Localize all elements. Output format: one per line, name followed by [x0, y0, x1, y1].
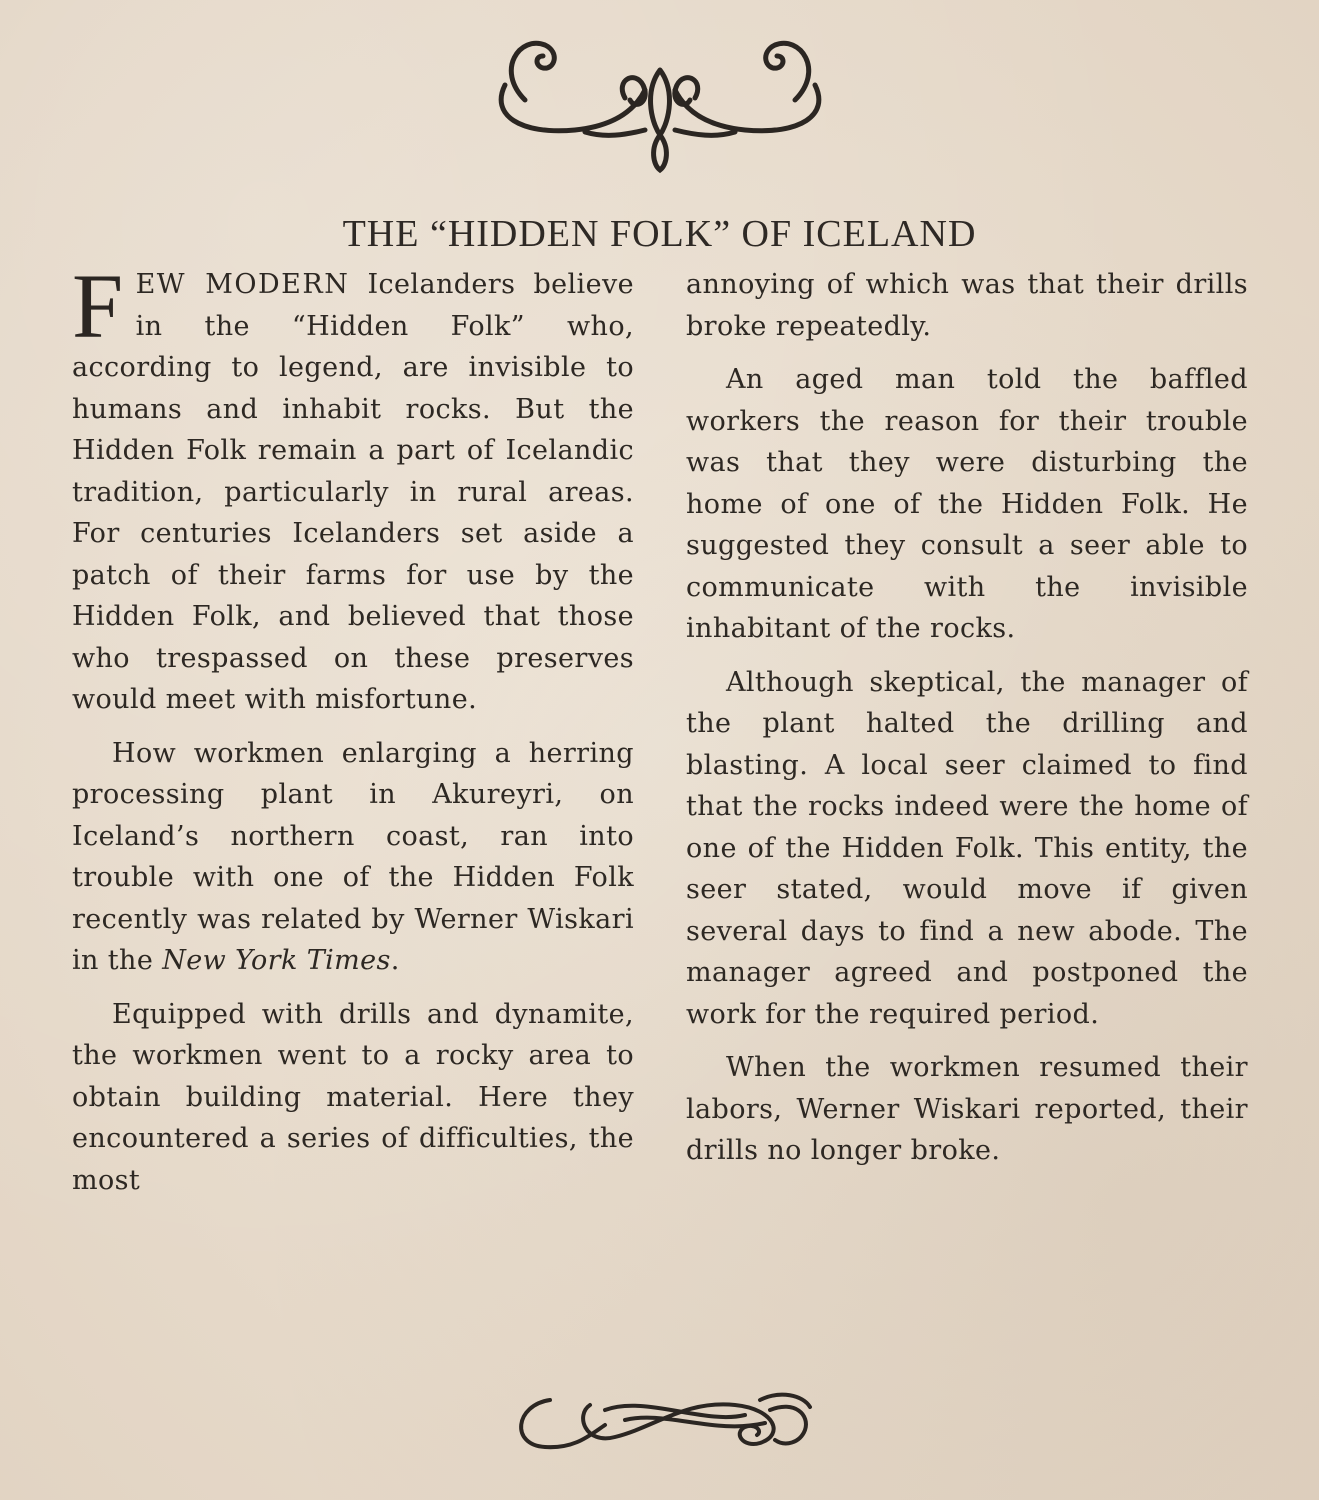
right-column	[686, 264, 1248, 1184]
drop-cap: F	[72, 255, 124, 357]
scroll-flourish-ornament-top	[485, 30, 835, 180]
paragraph-1	[72, 255, 635, 721]
paragraph-2-text: How workmen enlarging a herring processing plant in Akureyri, on Iceland’s northern coast, ran into trouble with one of the Hidden Folk recently was related by Werner Wiskari in the	[72, 737, 634, 976]
left-column	[72, 255, 635, 1213]
paragraph-3: Equipped with drills and dynamite, the workmen went to a rocky area to obtain building material. Here they encountered a series of difficulties, the most	[72, 998, 634, 1196]
paragraph-2-end: .	[390, 945, 400, 976]
paragraph-1-text: Icelanders believe in the “Hidden Folk” who, according to legend, are invisible to humans and inhabit rocks. But the Hidden Folk remain a part of Icelandic tradition, particularly in rural areas. For centuries Icelanders set aside a patch of their farms for use by the Hidden Folk, and believed that those who trespassed on these preserves would meet with misfortune.	[72, 269, 635, 715]
lead-in-caps: EW MODERN	[135, 269, 350, 300]
article-title: THE “HIDDEN FOLK” OF ICELAND	[342, 213, 977, 255]
newspaper-source: New York Times	[162, 945, 391, 976]
paragraph-4: An aged man told the baffled workers the reason for their trouble was that they were disturbing the home of one of the Hidden Folk. He suggested they consult a seer able to communicate with the invisible inhabitant of the rocks.	[686, 364, 1248, 644]
swirl-flourish-ornament-bottom	[505, 1375, 825, 1465]
paragraph-6: When the workmen resumed their labors, Werner Wiskari reported, their drills no longer broke.	[686, 1052, 1248, 1166]
paragraph-2	[72, 733, 634, 982]
paragraph-5: Although skeptical, the manager of the plant halted the drilling and blasting. A local seer claimed to find that the rocks indeed were the home of one of the Hidden Folk. This entity, the seer stated, would move if given several days to find a new abode. The manager agreed and postponed the work for the required period.	[686, 666, 1248, 1030]
paragraph-3-continued: annoying of which was that their drills broke repeatedly.	[686, 269, 1248, 342]
